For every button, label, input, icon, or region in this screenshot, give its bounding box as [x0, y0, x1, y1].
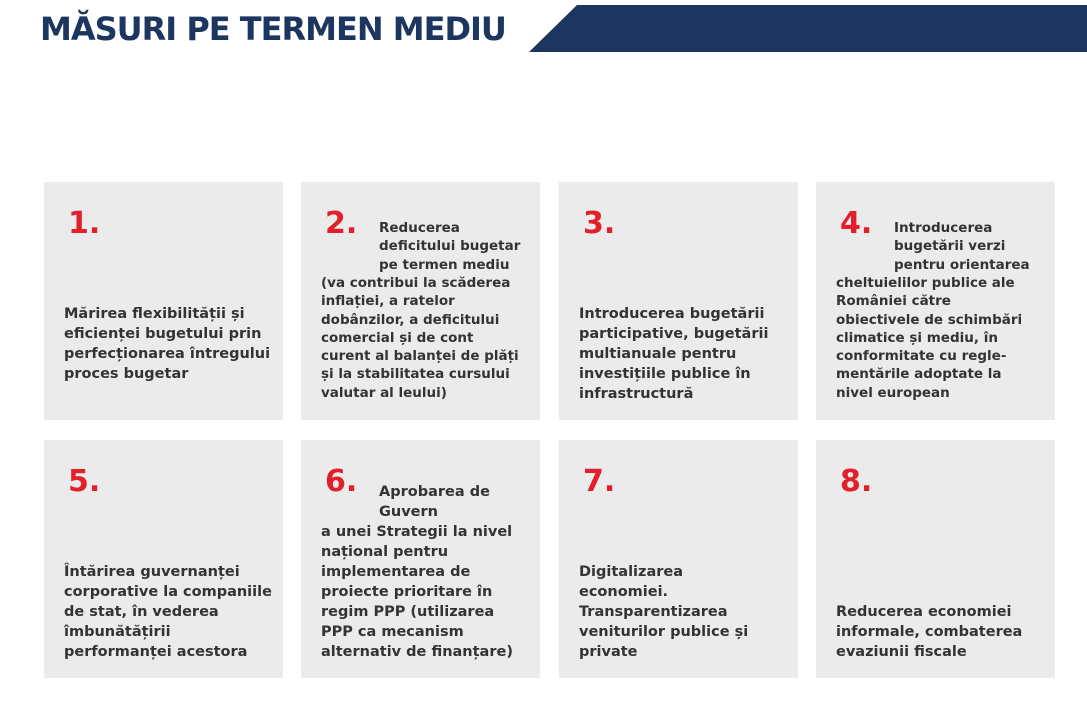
- card-text: Reducerea economiei informale, combaterea evaziunii fiscale: [836, 604, 1023, 660]
- card-text-lead: Introducerea bugetării verzi pentru orientarea: [894, 220, 1030, 273]
- card-6: [301, 440, 540, 678]
- header-banner: [529, 5, 1087, 52]
- card-text: Digitalizarea economiei. Transparentizarea veniturilor publice și private: [579, 564, 749, 660]
- card-text: cheltuielilor publice ale României către obiectivele de schimbări climatice și mediu, în conformitate cu regle-mentările adoptate la nivel european: [836, 275, 1023, 401]
- card-number: 2.: [325, 206, 358, 241]
- card-number: 7.: [583, 464, 616, 499]
- card-number: 3.: [583, 206, 616, 241]
- card-text: Introducerea bugetării participative, bugetării multianuale pentru investițiile publice în infrastructură: [579, 306, 769, 402]
- card-text: Întărirea guvernanței corporative la companiile de stat, în vederea îmbunătățirii performanței acestora: [64, 564, 272, 660]
- card-4: [816, 182, 1055, 420]
- card-text: a unei Strategii la nivel național pentru implementarea de proiecte prioritare în regim PPP (utilizarea PPP ca mecanism alternativ de finanțare): [321, 524, 513, 660]
- card-number: 8.: [840, 464, 873, 499]
- card-text: (va contribui la scăderea inflației, a ratelor dobânzilor, a deficitului comercial și de cont curent al balanței de plăți și la stabilitatea cursului valutar al leului): [321, 275, 519, 401]
- card-number: 6.: [325, 464, 358, 499]
- card-text: Mărirea flexibilității și eficienței bugetului prin perfecționarea întregului proces bugetar: [64, 306, 271, 382]
- card-2: [301, 182, 540, 420]
- page-title: MĂSURI PE TERMEN MEDIU: [40, 10, 506, 48]
- card-8: [816, 440, 1055, 678]
- card-1: [44, 182, 283, 420]
- card-text-lead: Reducerea deficitului bugetar pe termen mediu: [379, 220, 521, 273]
- card-5: [44, 440, 283, 678]
- card-number: 1.: [68, 206, 101, 241]
- card-number: 5.: [68, 464, 101, 499]
- card-text-lead: Aprobarea de Guvern: [379, 484, 490, 520]
- card-3: [559, 182, 798, 420]
- card-7: [559, 440, 798, 678]
- card-number: 4.: [840, 206, 873, 241]
